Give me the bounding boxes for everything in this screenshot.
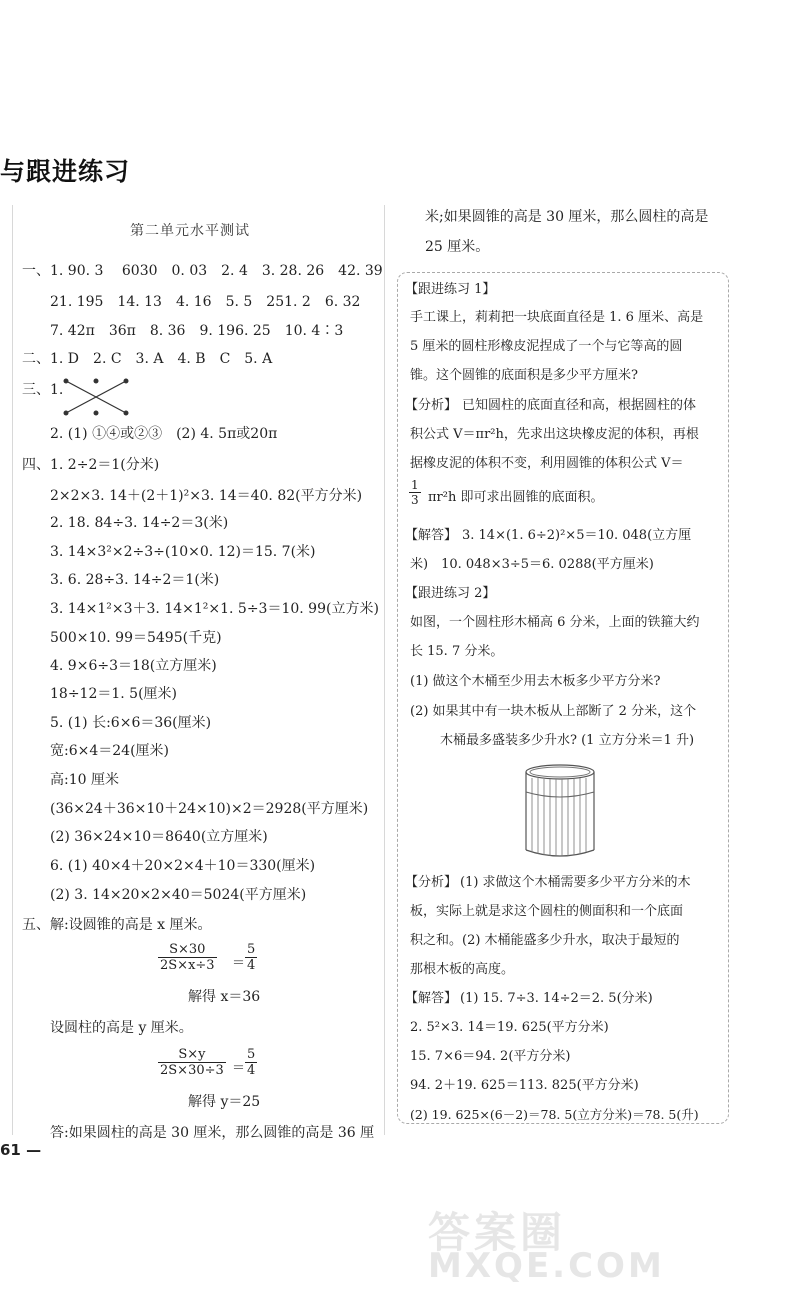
practice-tag-1: 【跟进练习 1】 (405, 282, 496, 297)
analysis-tag: 【分析】 (405, 398, 458, 413)
answer-line: 3. 14×1²×3＋3. 14×1²×1. 5÷3＝10. 99(立方米) (50, 601, 379, 617)
answer-line: 3. 6. 28÷3. 14÷2＝1(米) (50, 572, 220, 588)
answer-line: 4. 9×6÷3＝18(立方厘米) (50, 658, 217, 674)
answer-line: 7. 42π 36π 8. 36 9. 196. 25 10. 4∶3 (50, 323, 344, 339)
fraction-one-third: $\frac{1}{3}$ (411, 478, 419, 507)
analysis-line: 板，实际上就是求这个圆柱的侧面积和一个底面 (410, 904, 684, 919)
analysis-line: 据橡皮泥的体积不变，利用圆锥的体积公式 V＝ (410, 456, 684, 471)
solution-line: 2. 5²×3. 14＝19. 625(平方分米) (410, 1020, 609, 1035)
analysis-line: 已知圆柱的底面直径和高，根据圆柱的体 (462, 398, 697, 413)
problem-line: 锥。这个圆锥的底面积是多少平方厘米? (410, 368, 638, 383)
practice-tag-2: 【跟进练习 2】 (405, 586, 496, 601)
match-dot (64, 411, 69, 416)
answer-line: 25 厘米。 (425, 239, 490, 255)
answer-line: 21. 195 14. 13 4. 16 5. 5 251. 2 6. 32 (50, 294, 361, 310)
answer-line: 四、1. 2÷2＝1(分米) (22, 457, 160, 473)
solution-line: 15. 7×6＝94. 2(平方分米) (410, 1049, 571, 1064)
answer-line: (36×24＋36×10＋24×10)×2＝2928(平方厘米) (50, 801, 369, 817)
answer-line: 18÷12＝1. 5(厘米) (50, 686, 177, 702)
wooden-bucket-figure (522, 762, 598, 858)
answer-tag: 【解答】 (405, 528, 458, 543)
answer-tag: 【解答】 (405, 991, 458, 1006)
analysis-line: πr²h 即可求出圆锥的底面积。 (428, 490, 604, 505)
matching-diagram (60, 375, 140, 419)
answer-line: 米;如果圆锥的高是 30 厘米，那么圆柱的高是 (425, 209, 709, 225)
match-dot (124, 379, 129, 384)
answer-line: (2) 36×24×10＝8640(立方厘米) (50, 829, 268, 845)
answer-line: 6. (1) 40×4＋20×2×4＋10＝330(厘米) (50, 858, 316, 874)
answer-line: 五、解:设圆锥的高是 x 厘米。 (22, 917, 212, 933)
answer-line: 高:10 厘米 (50, 772, 119, 788)
match-dot (94, 379, 99, 384)
column-divider-middle (384, 205, 385, 1135)
problem-line: 手工课上，莉莉把一块底面直径是 1. 6 厘米、高是 (410, 310, 704, 325)
match-dot (124, 411, 129, 416)
equals-sign: ＝ (232, 1061, 246, 1076)
analysis-tag: 【分析】 (405, 875, 458, 890)
analysis-line: 那根木板的高度。 (410, 962, 515, 977)
answer-line: (2) 3. 14×20×2×40＝5024(平方厘米) (50, 887, 307, 903)
problem-line: (1) 做这个木桶至少用去木板多少平方分米? (410, 674, 661, 689)
problem-line: 木桶最多盛装多少升水? (1 立方分米＝1 升) (440, 733, 695, 748)
answer-line: 500×10. 99＝5495(千克) (50, 630, 222, 646)
equals-sign: ＝ (232, 956, 246, 971)
page-header-title: 与跟进练习 (0, 157, 131, 186)
fraction-rhs: $\frac{5}{4}$ (247, 942, 256, 973)
answer-line: 2×2×3. 14＋(2＋1)²×3. 14＝40. 82(平方分米) (50, 488, 363, 504)
problem-line: (2) 如果其中有一块木板从上部断了 2 分米，这个 (410, 704, 697, 719)
section-title: 第二单元水平测试 (130, 223, 250, 239)
answer-line: 2. (1) ①④或②③ (2) 4. 5π或20π (50, 426, 278, 442)
match-dot (94, 411, 99, 416)
fraction-lhs: $\frac{S\times y}{2S\times 30\div 3}$ (160, 1047, 224, 1078)
match-dot (64, 379, 69, 384)
analysis-line: 积公式 V＝πr²h，先求出这块橡皮泥的体积，再根 (410, 427, 699, 442)
answer-line: 解得 y＝25 (188, 1094, 261, 1110)
solution-line: 米) 10. 048×3÷5＝6. 0288(平方厘米) (410, 557, 654, 572)
problem-line: 5 厘米的圆柱形橡皮泥捏成了一个与它等高的圆 (410, 339, 683, 354)
solution-line: 94. 2＋19. 625＝113. 825(平方分米) (410, 1078, 639, 1093)
problem-line: 长 15. 7 分米。 (410, 644, 504, 659)
analysis-line: 积之和。(2) 木桶能盛多少升水，取决于最短的 (410, 933, 680, 948)
solution-line: (1) 15. 7÷3. 14÷2＝2. 5(分米) (460, 991, 653, 1006)
page-number: 61 — (0, 1141, 42, 1159)
answer-line: 答:如果圆柱的高是 30 厘米，那么圆锥的高是 36 厘 (50, 1125, 375, 1141)
solution-line: 3. 14×(1. 6÷2)²×5＝10. 048(立方厘 (462, 528, 692, 543)
answer-line: 设圆柱的高是 y 厘米。 (50, 1020, 193, 1036)
fraction-lhs: $\frac{S\times 30}{2S\times x\div 3}$ (160, 942, 215, 973)
analysis-line: (1) 求做这个木桶需要多少平方分米的木 (460, 875, 691, 890)
fraction-rhs: $\frac{5}{4}$ (247, 1047, 256, 1078)
answer-line: 3. 14×3²×2÷3÷(10×0. 12)＝15. 7(米) (50, 544, 316, 560)
answer-line: 二、1. D 2. C 3. A 4. B C 5. A (22, 351, 273, 367)
answer-line: 三、1. (22, 382, 64, 398)
answer-line: 解得 x＝36 (188, 989, 261, 1005)
watermark: 答案圈 MXQE.COM (428, 1208, 665, 1286)
problem-line: 如图，一个圆柱形木桶高 6 分米，上面的铁箍大约 (410, 615, 700, 630)
answer-line: 5. (1) 长:6×6＝36(厘米) (50, 715, 212, 731)
column-divider-left (12, 205, 13, 1135)
answer-line: 一、1. 90. 3 6030 0. 03 2. 4 3. 28. 26 42. 39 (22, 263, 383, 279)
answer-line: 宽:6×4＝24(厘米) (50, 743, 169, 759)
answer-line: 2. 18. 84÷3. 14÷2＝3(米) (50, 515, 229, 531)
solution-line: (2) 19. 625×(6－2)＝78. 5(立方分米)＝78. 5(升) (410, 1107, 699, 1122)
